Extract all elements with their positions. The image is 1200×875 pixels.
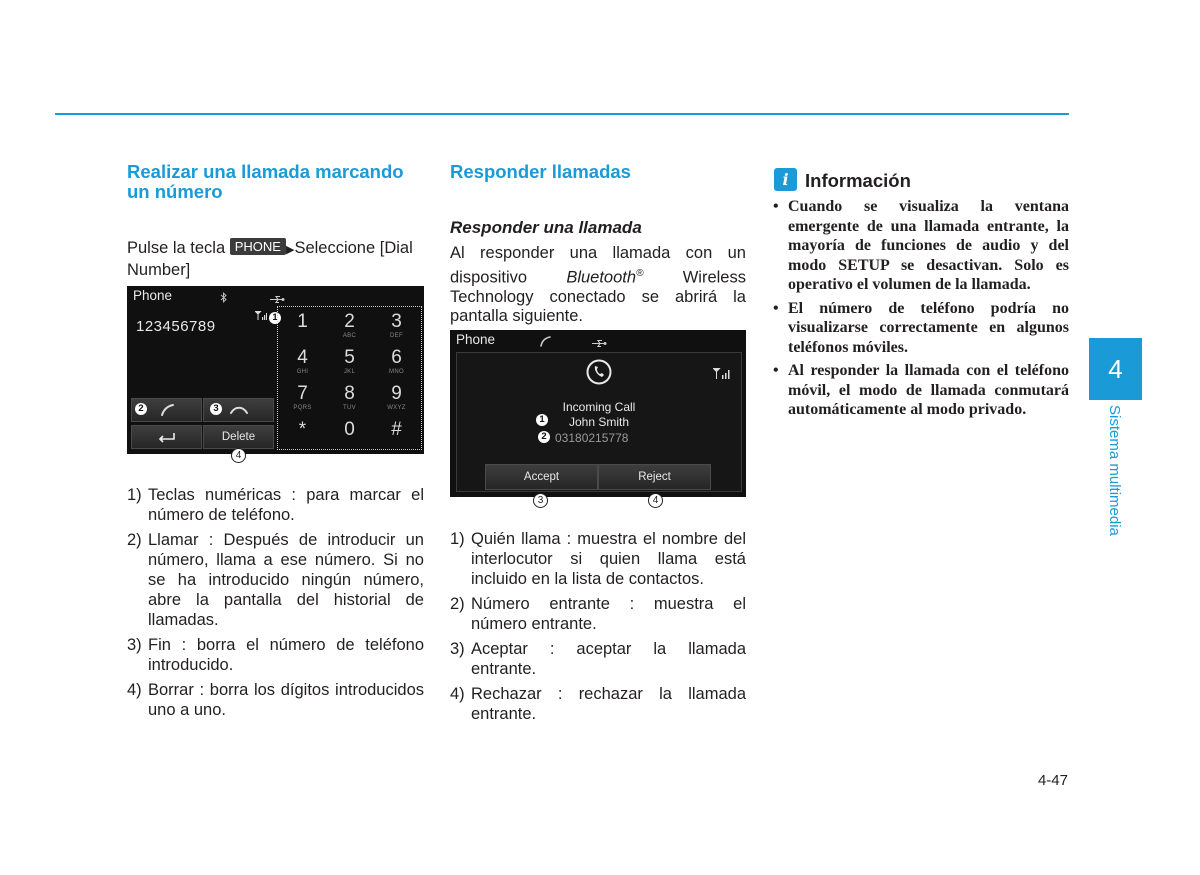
info-icon: i: [774, 168, 797, 191]
left-list: [127, 485, 424, 725]
list-item: 4) Borrar : borra los dígitos introducidos uno a uno.: [127, 681, 424, 719]
incoming-screen-title: Phone: [456, 332, 496, 347]
info-item: • Al responder la llamada con el teléfono móvil, el modo de llamada conmutará automáticamente al modo privado.: [773, 362, 1069, 418]
bluetooth-word: Bluetooth: [566, 268, 637, 286]
key-hash[interactable]: #: [391, 419, 402, 440]
middle-paragraph: [450, 244, 746, 327]
middle-subheading: Responder una llamada: [450, 218, 642, 237]
back-button[interactable]: [131, 425, 202, 449]
key-1[interactable]: 1: [297, 311, 308, 332]
page-number: 4-47: [1037, 772, 1068, 789]
callout-2-incoming: 2: [538, 431, 550, 443]
dialed-number: 123456789: [136, 318, 216, 335]
key-4[interactable]: 4 GHI: [296, 347, 309, 375]
intro-text-after: Seleccione [Dial Number]: [127, 239, 413, 279]
middle-heading: Responder llamadas: [450, 161, 631, 182]
list-item: 2) Número entrante : muestra el número entrante.: [450, 595, 746, 633]
bluetooth-icon: [220, 290, 228, 301]
usb-icon: [269, 291, 285, 300]
key-7[interactable]: 7 PQRS: [293, 383, 312, 411]
middle-list: [450, 529, 746, 729]
call-icon: [539, 334, 551, 346]
callout-1-dial: 1: [269, 312, 281, 324]
phone-ring-icon: [585, 358, 613, 386]
reject-button[interactable]: Reject: [598, 464, 711, 490]
caller-number: 03180215778: [555, 431, 629, 445]
info-list: [773, 197, 1069, 424]
key-0[interactable]: 0: [344, 419, 355, 440]
dial-screen: [127, 286, 424, 454]
para-part-a: Al responder una llamada con un dispositivo: [450, 244, 746, 286]
callout-2-dial: 2: [135, 403, 147, 415]
accept-button[interactable]: Accept: [485, 464, 598, 490]
list-item: 3) Fin : borra el número de teléfono introducido.: [127, 636, 424, 674]
arrow-right-icon: ▶: [285, 244, 295, 256]
signal-icon: [255, 308, 267, 318]
key-3[interactable]: 3 DEF: [390, 311, 403, 339]
callout-3-incoming: 3: [533, 493, 548, 508]
callout-1-incoming: 1: [536, 414, 548, 426]
key-9[interactable]: 9 WXYZ: [387, 383, 406, 411]
key-6[interactable]: 6 MNO: [389, 347, 404, 375]
dial-screen-title: Phone: [133, 288, 173, 303]
list-item: 4) Rechazar : rechazar la llamada entrante.: [450, 685, 746, 723]
top-rule: [55, 113, 1069, 115]
key-star[interactable]: *: [298, 419, 307, 440]
call-icon: [159, 403, 175, 417]
list-item: 3) Aceptar : aceptar la llamada entrante.: [450, 640, 746, 678]
chapter-tab: 4: [1089, 338, 1142, 400]
info-item: • Cuando se visualiza la ventana emergente de una llamada entrante, la mayoría de funciones de audio y del modo SETUP se desactivan. Solo es operativo el volumen de la llamada.: [773, 198, 1069, 293]
phone-key-badge: PHONE: [230, 238, 286, 255]
section-label: Sistema multimedia: [1106, 405, 1123, 536]
incoming-call-screen: [450, 330, 746, 497]
callout-3-dial: 3: [210, 403, 222, 415]
back-arrow-icon: [156, 431, 178, 443]
caller-name: John Smith: [568, 415, 630, 429]
intro-text-before: Pulse la tecla: [127, 239, 226, 257]
incoming-call-popup: [456, 352, 742, 492]
list-item: 2) Llamar : Después de introducir un número, llama a ese número. Si no se ha introducido ningún número, abre la pantalla del historial de llamadas.: [127, 531, 424, 629]
delete-button[interactable]: Delete: [203, 425, 274, 449]
incoming-status: Incoming Call: [562, 400, 636, 414]
keypad: [279, 308, 419, 448]
callout-4-incoming: 4: [648, 493, 663, 508]
left-intro: [127, 238, 424, 280]
signal-icon: [713, 367, 731, 379]
para-part-b: Wireless Technology conectado se abrirá la pantalla siguiente.: [450, 268, 746, 325]
list-item: 1) Quién llama : muestra el nombre del interlocutor si quien llama está incluido en la lista de contactos.: [450, 530, 746, 588]
left-heading: Realizar una llamada marcando un número: [127, 161, 404, 202]
info-item: • El número de teléfono podría no visualizarse correctamente en algunos teléfonos móviles.: [773, 299, 1069, 356]
callout-4-dial: 4: [231, 448, 246, 463]
usb-icon: [591, 335, 607, 344]
end-call-icon: [229, 404, 249, 416]
list-item: 1) Teclas numéricas : para marcar el número de teléfono.: [127, 486, 424, 524]
info-title: Información: [805, 170, 911, 191]
key-5[interactable]: 5 JKL: [343, 347, 356, 375]
registered-mark: ®: [636, 267, 644, 279]
key-2[interactable]: 2 ABC: [342, 311, 357, 339]
key-8[interactable]: 8 TUV: [343, 383, 356, 411]
